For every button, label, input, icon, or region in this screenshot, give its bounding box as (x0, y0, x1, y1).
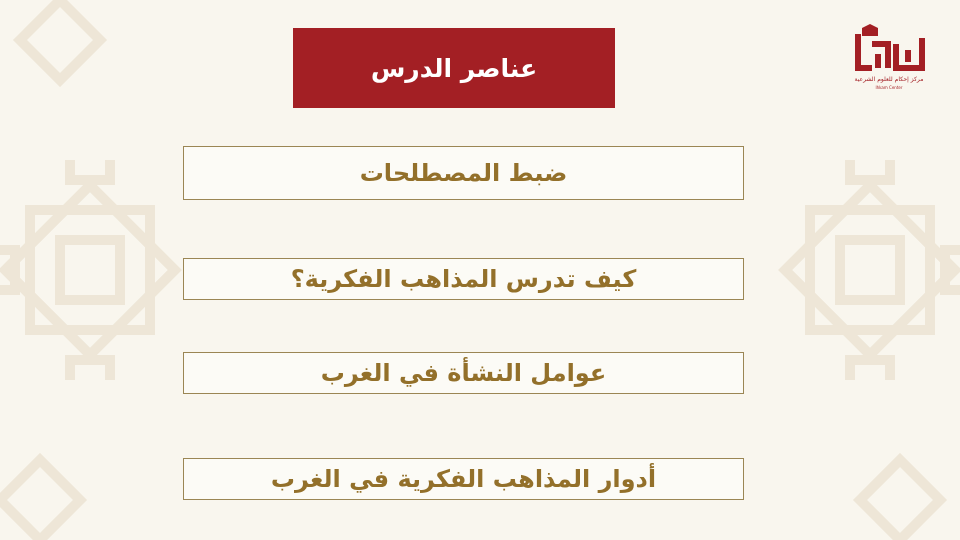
lesson-item-1[interactable] (183, 146, 744, 200)
lesson-item-label: كيف تدرس المذاهب الفكرية؟ (290, 265, 637, 293)
lesson-title-banner (293, 28, 615, 108)
ihkam-logo (846, 24, 932, 94)
lesson-item-3[interactable] (183, 352, 744, 394)
lesson-title: عناصر الدرس (370, 53, 538, 83)
lesson-item-2[interactable] (183, 258, 744, 300)
ihkam-logo-mark (852, 24, 926, 74)
lesson-item-4[interactable] (183, 458, 744, 500)
logo-tagline: Ihkam Center (875, 85, 903, 90)
lesson-item-label: أدوار المذاهب الفكرية في الغرب (270, 465, 657, 493)
lesson-item-label: عوامل النشأة في الغرب (320, 359, 607, 387)
logo-subtitle: مركز إحكام للعلوم الشرعية (854, 76, 924, 83)
lesson-item-label: ضبط المصطلحات (359, 159, 568, 187)
